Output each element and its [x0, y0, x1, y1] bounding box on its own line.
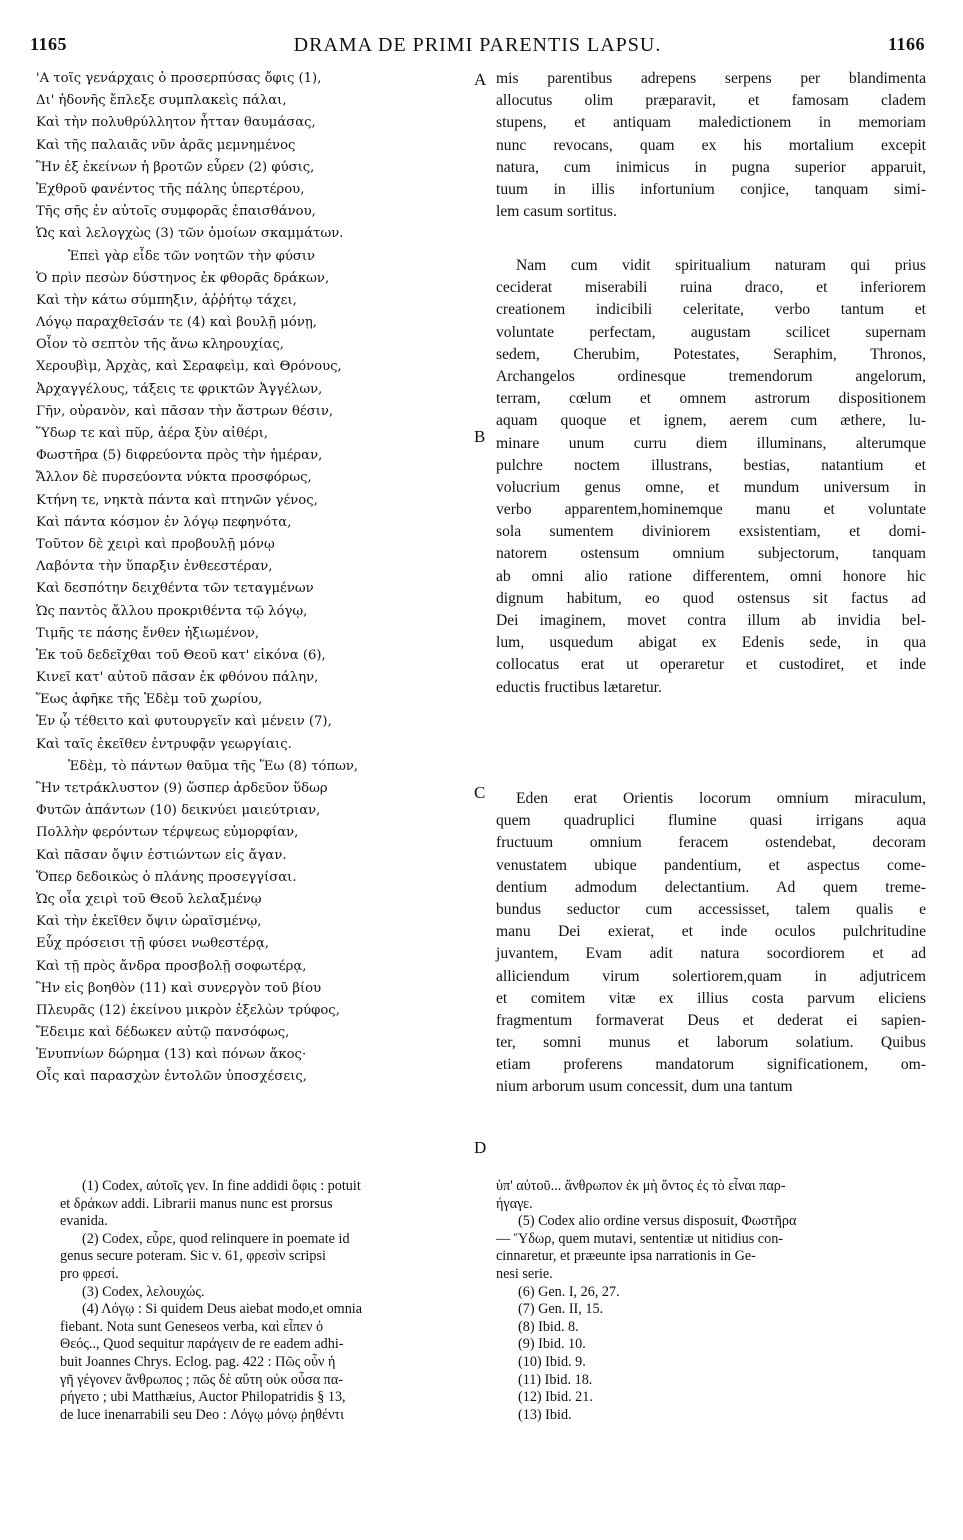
- latin-line: etiam proferens mandatorum significationem, om-: [496, 1056, 926, 1074]
- footnote-line: genus secure poteram. Sic v. 61, φρεσὶν scripsi: [60, 1248, 326, 1265]
- latin-line: lum, usquedum abigat ex Edenis sede, in qua: [496, 634, 926, 652]
- footnote-line: fiebant. Nota sunt Geneseos verba, καὶ εἶπεν ὁ: [60, 1318, 324, 1335]
- footnote-line: (11) Ibid. 18.: [518, 1371, 593, 1388]
- footnote-line: evanida.: [60, 1213, 108, 1230]
- footnote-line: buit Joannes Chrys. Eclog. pag. 422 : Πῶς οὖν ἡ: [60, 1353, 336, 1370]
- latin-line: fragmentum formaverat Deus et dederat ei sapien-: [496, 1011, 926, 1029]
- footnote-line: (13) Ibid.: [518, 1406, 572, 1423]
- greek-verse-line: Καὶ τῇ πρὸς ἄνδρα προσβολῇ σοφωτέρᾳ,: [36, 958, 307, 974]
- section-marker-a: A: [474, 70, 487, 89]
- greek-verse-line: Ἐνυπνίων δώρημα (13) καὶ πόνων ἄκος·: [36, 1047, 307, 1063]
- greek-verse-line: Πολλὴν φερόντων τέρψεως εὐμορφίαν,: [36, 825, 299, 841]
- greek-verse-line: Ἀρχαγγέλους, τάξεις τε φρικτῶν Ἀγγέλων,: [36, 381, 323, 397]
- latin-paragraph-3: [496, 788, 926, 1099]
- latin-line: juvantem, Evam adit natura socordiorem et ad: [496, 945, 926, 963]
- latin-line: lem casum sortitus.: [496, 203, 617, 221]
- latin-line: mis parentibus adrepens serpens per blandimenta: [496, 70, 926, 87]
- greek-verse-line: Δι' ἡδονῆς ἔπλεξε συμπλακεὶς πάλαι,: [36, 93, 287, 109]
- footnote-line: Θεός.., Quod sequitur παράγειν de re eadem adhi-: [60, 1336, 344, 1353]
- footnote-line: — Ὕδωρ, quem mutavi, sententiæ ut nitidius con-: [496, 1230, 784, 1247]
- footnote-line: (10) Ibid. 9.: [518, 1353, 586, 1370]
- greek-verse-line: Κινεῖ κατ' αὐτοῦ πᾶσαν ἐκ φθόνου πάλην,: [36, 670, 319, 686]
- footnote-line: ρήγετο ; ubi Matthæius, Auctor Philopatridis § 13,: [60, 1389, 346, 1406]
- latin-line: ter, somni munus et laborum solatium. Quibus: [496, 1034, 926, 1052]
- greek-verse-line: Εὗχ πρόσεισι τῇ φύσει νωθεστέρᾳ,: [36, 936, 269, 952]
- greek-verse-line: Ὡς καὶ λελογχὼς (3) τῶν ὁμοίων σκαμμάτων.: [36, 226, 344, 242]
- greek-verse-line: Ὡς οἷα χειρὶ τοῦ Θεοῦ λελαξμένῳ: [36, 891, 262, 907]
- latin-line: sedem, Cherubim, Potestates, Seraphim, Thronos,: [496, 345, 926, 363]
- greek-verse-line: Τοῦτον δὲ χειρὶ καὶ προβουλῇ μόνῳ: [36, 536, 275, 552]
- latin-line: allocutus olim præparavit, et famosam cladem: [496, 92, 926, 110]
- latin-line: fructuum omnium feracem ostendebat, decoram: [496, 834, 926, 852]
- latin-line: dentium admodum delectantium. Ad quem treme-: [496, 878, 926, 896]
- footnote-line: γῆ γέγονεν ἄνθρωπος ; πῶς δὲ αὕτη οὐκ οὖσα πα-: [60, 1371, 343, 1388]
- latin-line: volucrium genus omne, et mundum universum in: [496, 478, 926, 496]
- greek-verse-line: Ἕως ἀφῆκε τῆς Ἐδὲμ τοῦ χωρίου,: [36, 692, 263, 708]
- greek-verse-line: Ἐδὲμ, τὸ πάντων θαῦμα τῆς Ἕω (8) τόπων,: [68, 758, 359, 774]
- footnote-line: pro φρεσί.: [60, 1265, 119, 1282]
- greek-verse-line: Ἐπεὶ γὰρ εἶδε τῶν νοητῶν τὴν φύσιν: [68, 248, 316, 264]
- latin-line: Dei imaginem, movet contra illum ab invidia bel-: [496, 612, 926, 629]
- section-marker-c: C: [474, 783, 486, 802]
- greek-verse-line: Ἐν ᾧ τέθειτο καὶ φυτουργεῖν καὶ μένειν (7),: [36, 714, 332, 730]
- latin-line: creationem indicibili celeritate, verbo tantum et: [496, 301, 926, 319]
- running-title: DRAMA DE PRIMI PARENTIS LAPSU.: [293, 34, 662, 56]
- latin-line: dignum habitum, eo quod ostensus sit factus ad: [496, 589, 926, 607]
- latin-line: Eden erat Orientis locorum omnium miraculum,: [516, 790, 926, 807]
- footnote-line: ὑπ' αὐτοῦ... ἄνθρωπον ἐκ μὴ ὄντος ἐς τὸ εἶναι παρ-: [496, 1178, 786, 1194]
- latin-line: natorem ostensum omnium subjectorum, tanquam: [496, 545, 926, 563]
- latin-line: pulchre noctem illustrans, bestias, natantium et: [496, 456, 926, 474]
- greek-verse-line: Ἣν τετράκλυστον (9) ὥσπερ ἀρδεῦον ὕδωρ: [36, 781, 328, 796]
- footnote-line: (5) Codex alio ordine versus disposuit, Φωστῆρα: [518, 1213, 797, 1230]
- latin-line: terram, cœlum et omnem astrorum dispositionem: [496, 390, 926, 408]
- latin-line: natura, cum inimicus in pugna superior apparuit,: [496, 158, 926, 176]
- footnote-line: (8) Ibid. 8.: [518, 1318, 579, 1335]
- greek-verse-line: Καὶ τὴν ἐκεῖθεν ὄψιν ὡραϊσμένῳ,: [36, 914, 262, 930]
- latin-line: collocatus erat ut operaretur et custodiret, et inde: [496, 656, 926, 674]
- latin-line: nunc revocans, quam ex his mortalium excepit: [496, 136, 926, 154]
- latin-line: et comitem vitæ ex illius costa parvum eliciens: [496, 989, 926, 1007]
- greek-verse-line: Λαβόντα τὴν ὕπαρξιν ἐνθεεστέραν,: [36, 559, 273, 575]
- greek-verse-line: Ὅπερ δεδοικὼς ὁ πλάνης προσεγγίσαι.: [36, 869, 297, 885]
- greek-verse-line: Ἣν εἰς βοηθὸν (11) καὶ συνεργὸν τοῦ βίου: [36, 980, 322, 996]
- greek-verse-line: Ἐχθροῦ φανέντος τῆς πάλης ὑπερτέρου,: [36, 181, 305, 197]
- latin-line: voluntate perfectam, augustam scilicet supernam: [496, 323, 926, 341]
- greek-verse-line: Φυτῶν ἁπάντων (10) δεικνύει μαιεύτριαν,: [36, 803, 321, 819]
- footnote-line: (2) Codex, εὗρε, quod relinquere in poemate id: [82, 1230, 350, 1247]
- greek-verse-line: Οἷς καὶ παρασχὼν ἐντολῶν ὑποσχέσεις,: [36, 1069, 307, 1085]
- greek-verse-line: Πλευρᾶς (12) ἐκείνου μικρὸν ἐξελὼν τρύφος,: [36, 1002, 340, 1018]
- greek-verse-line: Καὶ πᾶσαν ὄψιν ἑστιώντων εἰς ἄγαν.: [36, 847, 287, 863]
- section-marker-d: D: [474, 1138, 487, 1157]
- greek-verse-line: Ὁ πρὶν πεσὼν δύστηνος ἐκ φθορᾶς δράκων,: [36, 270, 330, 286]
- footnote-line: (7) Gen. II, 15.: [518, 1301, 604, 1318]
- greek-verse-line: Ὕδωρ τε καὶ πῦρ, ἀέρα ξὺν αἰθέρι,: [36, 426, 269, 441]
- footnote-line: et δράκων addi. Librarii manus nunc est prorsus: [60, 1195, 333, 1212]
- footnotes-left: [60, 1178, 470, 1424]
- greek-verse-line: Καὶ τῆς παλαιᾶς νῦν ἀρᾶς μεμνημένος: [36, 137, 296, 153]
- greek-verse-line: Φωστῆρα (5) διφρεύοντα πρὸς τὴν ἡμέραν,: [36, 448, 323, 464]
- greek-verse-line: Καὶ ταῖς ἐκεῖθεν ἐντρυφᾷν γεωργίαις.: [36, 736, 292, 752]
- latin-paragraph-2: [496, 255, 926, 699]
- latin-line: minare unum curru diem illuminans, alterumque: [496, 434, 926, 452]
- footnote-line: de luce inenarrabili seu Deo : Λόγῳ μόνῳ ῥηθέντι: [60, 1406, 344, 1423]
- latin-line: manu Dei exierat, et inde oculos pulchritudine: [496, 923, 926, 941]
- greek-verse-line: Ἣν ἐξ ἐκείνων ἡ βροτῶν εὗρεν (2) φύσις,: [36, 159, 315, 175]
- latin-line: bundus seductor cum accessisset, talem qualis e: [496, 900, 926, 918]
- footnote-line: nesi serie.: [496, 1265, 553, 1282]
- latin-line: verbo apparentem,hominemque manu et voluntate: [496, 501, 926, 519]
- latin-line: quem quadruplici flumine quasi irrigans aqua: [496, 812, 926, 830]
- greek-verse-line: Γῆν, οὐρανὸν, καὶ πᾶσαν τὴν ἄστρων θέσιν,: [36, 403, 334, 419]
- greek-verse-line: Χερουβὶμ, Ἀρχὰς, καὶ Σεραφεὶμ, καὶ Θρόνους,: [36, 359, 342, 375]
- greek-verse-line: Ὡς παντὸς ἄλλου προκριθέντα τῷ λόγῳ,: [36, 603, 308, 619]
- page-header: [30, 34, 925, 60]
- footnote-line: (12) Ibid. 21.: [518, 1389, 593, 1406]
- latin-line: sola sumentem diviniorem exsistentiam, et domi-: [496, 523, 926, 541]
- section-marker-b: B: [474, 427, 486, 446]
- latin-line: Archangelos ordinesque tremendorum angelorum,: [496, 367, 926, 385]
- footnote-line: cinnaretur, et præeunte ipsa narrationis in Ge-: [496, 1248, 756, 1265]
- footnote-line: (6) Gen. I, 26, 27.: [518, 1283, 620, 1300]
- latin-line: tuum in illis infortunium conjice, tanquam simi-: [496, 180, 926, 198]
- latin-line: ceciderat miserabili ruina draco, et inferiorem: [496, 279, 926, 297]
- greek-verse-line: Ἄλλον δὲ πυρσεύοντα νύκτα προσφόρως,: [36, 470, 312, 486]
- greek-verse-column: [36, 68, 476, 1089]
- greek-verse-line: Καὶ πάντα κόσμον ἐν λόγῳ πεφηνότα,: [36, 514, 292, 530]
- greek-verse-line: Καὶ τὴν κάτω σύμπηξιν, ἀῤῥήτῳ τάχει,: [36, 292, 297, 308]
- latin-line: alliciendum virum solertiorem,quam in adjutricem: [496, 967, 926, 985]
- latin-line: venustatem ubique pandentium, et aspectus come-: [496, 856, 926, 874]
- footnote-line: (4) Λόγῳ : Si quidem Deus aiebat modo,et omnia: [82, 1301, 363, 1318]
- footnotes-right: [496, 1178, 926, 1424]
- greek-verse-line: Λόγῳ παραχθεῖσάν τε (4) καὶ βουλῇ μόνῃ,: [36, 315, 317, 331]
- greek-verse-line: 'Α τοῖς γενάρχαις ὁ προσερπύσας ὄφις (1),: [36, 71, 322, 86]
- greek-verse-line: Ἐκ τοῦ δεδεῖχθαι τοῦ Θεοῦ κατ' εἰκόνα (6),: [36, 647, 326, 663]
- page-number-left: 1165: [30, 34, 68, 54]
- footnote-line: (1) Codex, αὐτοῖς γεν. In fine addidi ὄφις : potuit: [82, 1178, 361, 1194]
- page-number-right: 1166: [887, 34, 925, 54]
- footnote-line: (9) Ibid. 10.: [518, 1336, 586, 1353]
- latin-line: aquam quoque et ignem, aerem cum æthere, lu-: [496, 412, 926, 430]
- footnote-line: ήγαγε.: [496, 1195, 533, 1212]
- latin-line: eductis fructibus lætaretur.: [496, 678, 662, 696]
- greek-verse-line: Καὶ τὴν πολυθρύλλητον ἧτταν θαυμάσας,: [36, 115, 316, 131]
- greek-verse-line: Κτήνη τε, νηκτὰ πάντα καὶ πτηνῶν γένος,: [36, 492, 318, 508]
- latin-paragraph-1: [496, 68, 926, 223]
- latin-line: nium arborum usum concessit, dum una tantum: [496, 1078, 793, 1096]
- footnote-line: (3) Codex, λελουχώς.: [82, 1283, 205, 1300]
- greek-verse-line: Τιμῆς τε πάσης ἔνθεν ἠξιωμένον,: [36, 625, 260, 641]
- greek-verse-line: Οἷον τὸ σεπτὸν τῆς ἄνω κληρουχίας,: [36, 337, 284, 353]
- greek-verse-line: Τῆς σῆς ἐν αὐτοῖς συμφορᾶς ἐπαισθάνου,: [36, 204, 316, 220]
- latin-line: stupens, et antiquam maledictionem in memoriam: [496, 114, 926, 132]
- latin-line: ab omni alio ratione differentem, omni honore hic: [496, 567, 926, 585]
- greek-verse-line: Καὶ δεσπότην δειχθέντα τῶν τεταγμένων: [36, 581, 314, 597]
- greek-verse-line: Ἔδειμε καὶ δέδωκεν αὐτῷ πανσόφως,: [36, 1025, 290, 1041]
- latin-line: Nam cum vidit spiritualium naturam qui prius: [516, 257, 926, 274]
